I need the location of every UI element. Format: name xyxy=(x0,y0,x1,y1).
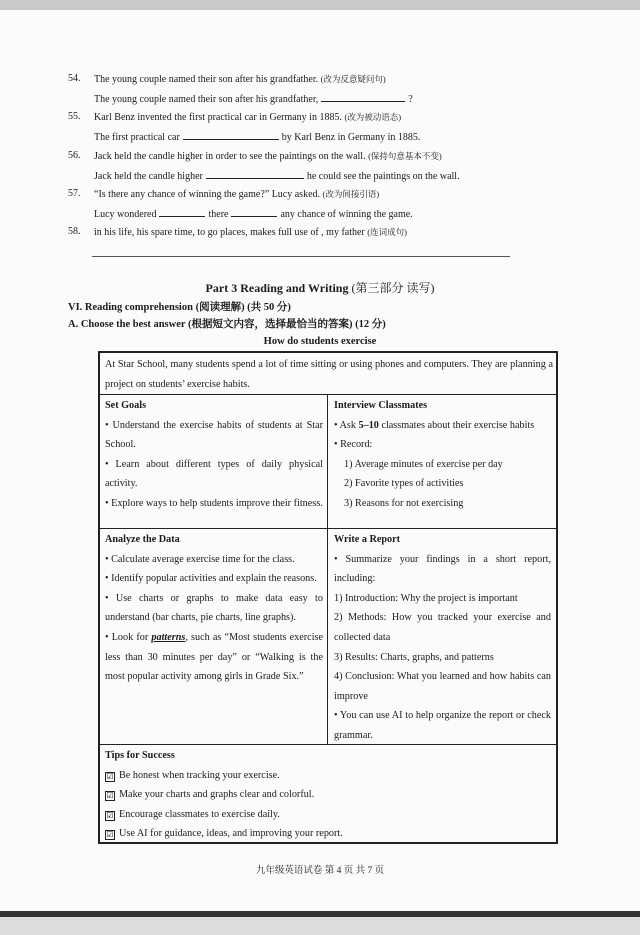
report-item: 1) Introduction: Why the project is important xyxy=(334,592,518,604)
report-heading: Write a Report xyxy=(334,534,401,545)
analyze-item: • Identify popular activities and explain the reasons. xyxy=(105,573,317,585)
underlined-word: patterns xyxy=(151,631,186,643)
bottom-scan-margin xyxy=(0,917,640,935)
goal-item: • Understand the exercise habits of students at Star School. xyxy=(105,419,323,451)
tips-cell xyxy=(100,744,556,846)
analyze-cell xyxy=(100,528,328,689)
answer-blank[interactable] xyxy=(321,92,405,102)
answer-end: any chance of winning the game. xyxy=(280,209,413,220)
interview-heading: Interview Classmates xyxy=(334,400,428,411)
answer-end: ? xyxy=(408,94,413,105)
report-item: • Summarize your findings in a short report, including: xyxy=(334,553,551,585)
question-text: “Is there any chance of winning the game?” Lucy asked. xyxy=(94,189,321,200)
question-number: 54. xyxy=(68,73,81,84)
report-item: 4) Conclusion: What you learned and how habits can improve xyxy=(334,671,551,702)
question-text: The young couple named their son after his grandfather. xyxy=(94,74,319,85)
passage-table xyxy=(98,351,558,844)
section-heading: VI. Reading comprehension (阅读理解) (共 50 分) xyxy=(68,302,291,313)
analyze-item: • Look for patterns, such as “Most students exercise less than 30 minutes per day” or “Walking is the most popular activity among girls in Grade Six.” xyxy=(105,631,324,683)
answer-stem: Jack held the candle higher xyxy=(94,171,203,182)
checkbox-checked-icon: ☑ xyxy=(106,791,114,801)
tip-item: ☑ Be honest when tracking your exercise. xyxy=(106,769,280,781)
answer-end: he could see the paintings on the wall. xyxy=(306,171,460,182)
set-goals-heading: Set Goals xyxy=(105,400,147,411)
record-item: 1) Average minutes of exercise per day xyxy=(344,458,503,470)
analyze-heading: Analyze the Data xyxy=(105,534,180,545)
checkbox-checked-icon: ☑ xyxy=(106,810,114,820)
report-item: 2) Methods: How you tracked your exercise and collected data xyxy=(334,612,551,643)
tip-item: ☑ Encourage classmates to exercise daily. xyxy=(106,808,280,820)
set-goals-cell xyxy=(100,394,328,516)
interview-cell xyxy=(329,394,556,516)
record-item: 2) Favorite types of activities xyxy=(344,478,464,490)
passage-intro: At Star School, many students spend a lot of time sitting or using phones and computers. They are planning a project on students’ exercise habits. xyxy=(105,359,553,390)
question-number: 58. xyxy=(68,226,81,237)
subsection-heading: A. Choose the best answer (根据短文内容，选择最恰当的答案) (12 分) xyxy=(68,319,386,330)
interview-ask: • Ask 5–10 classmates about their exercise habits xyxy=(334,419,535,431)
answer-stem: The first practical car xyxy=(94,132,180,143)
answer-blank[interactable] xyxy=(159,207,205,217)
question-text: in his life, his spare time, to go places, makes full use of , my father xyxy=(94,227,365,238)
question-number: 56. xyxy=(68,150,81,161)
question-instruction: (改为反意疑问句) xyxy=(320,74,386,84)
question-instruction: (保持句意基本不变) xyxy=(368,151,442,161)
report-cell xyxy=(329,528,556,748)
question-number: 55. xyxy=(68,111,81,122)
analyze-item: • Calculate average exercise time for the class. xyxy=(105,553,295,565)
answer-stem: Lucy wondered xyxy=(94,209,157,220)
tips-heading: Tips for Success xyxy=(105,750,175,761)
report-item: • You can use AI to help organize the report or check grammar. xyxy=(334,710,551,741)
analyze-item: • Use charts or graphs to make data easy to understand (bar charts, pie charts, line graphs). xyxy=(105,592,323,624)
passage-title: How do students exercise xyxy=(263,336,377,347)
question-instruction: (改为被动语态) xyxy=(344,112,402,122)
answer-blank[interactable] xyxy=(231,207,277,217)
answer-stem: The young couple named their son after his grandfather, xyxy=(94,94,319,105)
question-number: 57. xyxy=(68,188,81,199)
question-text: Jack held the candle higher in order to see the paintings on the wall. xyxy=(94,151,366,162)
checkbox-checked-icon: ☑ xyxy=(106,771,114,781)
tip-item: ☑ Use AI for guidance, ideas, and improving your report. xyxy=(106,828,343,840)
interview-record: • Record: xyxy=(334,439,373,451)
answer-line-58[interactable] xyxy=(92,256,510,257)
question-instruction: (连词成句) xyxy=(367,227,407,237)
top-scan-border xyxy=(0,0,640,10)
record-item: 3) Reasons for not exercising xyxy=(344,497,464,509)
question-instruction: (改为间接引语) xyxy=(322,189,380,199)
answer-end: by Karl Benz in Germany in 1885. xyxy=(281,132,421,143)
goal-item: • Explore ways to help students improve their fitness. xyxy=(105,497,323,509)
answer-mid: there xyxy=(208,209,229,220)
goal-item: • Learn about different types of daily physical activity. xyxy=(105,458,323,490)
answer-blank[interactable] xyxy=(183,130,279,140)
answer-blank[interactable] xyxy=(206,169,304,179)
report-item: 3) Results: Charts, graphs, and patterns xyxy=(334,651,494,663)
checkbox-checked-icon: ☑ xyxy=(106,830,114,840)
part-title: Part 3 Reading and Writing (第三部分 读写) xyxy=(205,281,435,295)
question-text: Karl Benz invented the first practical car in Germany in 1885. xyxy=(94,112,342,123)
tip-item: ☑ Make your charts and graphs clear and colorful. xyxy=(106,789,315,801)
page-footer: 九年级英语试卷 第 4 页 共 7 页 xyxy=(255,866,385,876)
